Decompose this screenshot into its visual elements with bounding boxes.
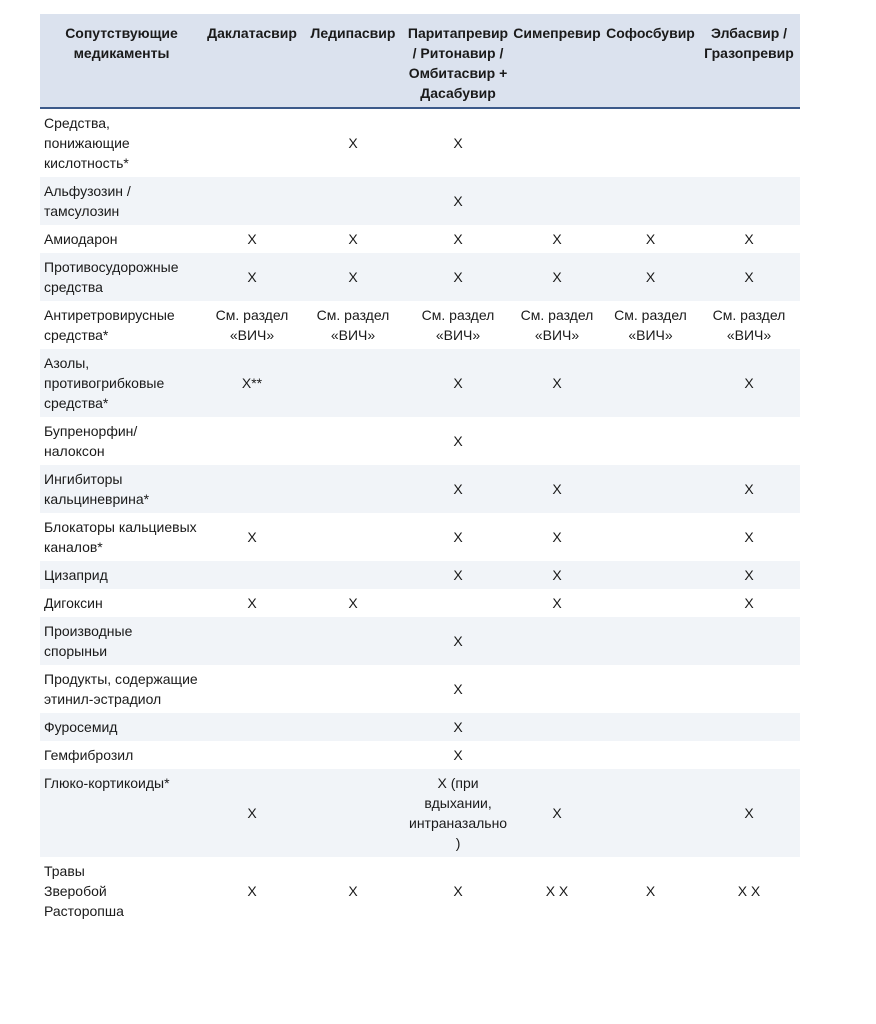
interaction-cell — [405, 769, 511, 857]
table-row — [40, 301, 800, 349]
interaction-cell — [698, 561, 800, 589]
interaction-mark: X — [453, 719, 463, 735]
medication-name-text: Азолы, противогрибковые средства* — [44, 355, 165, 411]
interaction-mark: X — [645, 269, 656, 285]
interaction-cell — [301, 513, 405, 561]
table-row — [40, 417, 800, 465]
interaction-mark: X — [348, 269, 358, 285]
row-medication-name — [40, 225, 203, 253]
interaction-cell — [603, 417, 698, 465]
table-row — [40, 857, 800, 925]
interaction-cell — [405, 617, 511, 665]
interaction-cell — [698, 617, 800, 665]
interaction-cell — [405, 857, 511, 925]
interaction-mark: X — [744, 481, 754, 497]
interaction-mark: X — [453, 567, 463, 583]
interaction-cell — [603, 177, 698, 225]
interaction-mark: X — [453, 747, 463, 763]
interaction-cell — [301, 665, 405, 713]
interaction-mark: См. раздел «ВИЧ» — [421, 307, 495, 343]
interaction-cell — [405, 225, 511, 253]
column-header-sofosbuvir: Софосбувир — [603, 14, 698, 108]
interaction-cell — [203, 253, 301, 301]
interaction-mark: X — [247, 269, 257, 285]
medication-name-text: Альфузозин / тамсулозин — [44, 183, 131, 219]
medication-name-text: Глюко-кортикоиды* — [44, 775, 170, 791]
interaction-mark: X X — [737, 883, 761, 899]
row-medication-name — [40, 253, 203, 301]
interaction-mark: X — [453, 481, 463, 497]
interaction-cell — [203, 665, 301, 713]
row-medication-name — [40, 301, 203, 349]
interaction-cell — [511, 225, 603, 253]
interaction-cell — [698, 253, 800, 301]
row-medication-name — [40, 108, 203, 177]
interaction-mark: X — [247, 595, 257, 611]
table-row — [40, 108, 800, 177]
interaction-mark: X — [247, 805, 257, 821]
table-row — [40, 225, 800, 253]
column-header-ledipasvir: Ледипасвир — [301, 14, 405, 108]
interaction-cell — [603, 465, 698, 513]
column-header-concomitant: Сопутствующие медикаменты — [40, 14, 203, 108]
interaction-mark: См. раздел «ВИЧ» — [712, 307, 786, 343]
interaction-cell — [698, 465, 800, 513]
interaction-mark: X — [453, 433, 463, 449]
table-row — [40, 513, 800, 561]
interaction-mark: X (при вдыхании, интраназально ) — [409, 775, 508, 851]
interaction-cell — [301, 857, 405, 925]
interaction-cell — [511, 465, 603, 513]
medication-name-text: Дигоксин — [44, 595, 103, 611]
interaction-cell — [603, 225, 698, 253]
interaction-cell — [301, 108, 405, 177]
row-medication-name — [40, 465, 203, 513]
medication-name-text: Амиодарон — [44, 231, 118, 247]
interaction-cell — [203, 349, 301, 417]
interaction-mark: X — [744, 529, 754, 545]
medication-name-text: Травы Зверобой Расторопша — [44, 863, 124, 919]
interaction-cell — [301, 741, 405, 769]
row-medication-name — [40, 769, 203, 857]
interaction-cell — [511, 589, 603, 617]
table-header-row — [40, 14, 800, 108]
interaction-mark: X — [552, 231, 562, 247]
table-row — [40, 665, 800, 713]
interaction-cell — [603, 108, 698, 177]
interaction-cell — [603, 769, 698, 857]
row-medication-name — [40, 561, 203, 589]
row-medication-name — [40, 857, 203, 925]
interaction-cell — [203, 617, 301, 665]
table-row — [40, 589, 800, 617]
interaction-mark: X — [247, 231, 257, 247]
interaction-cell — [511, 513, 603, 561]
interaction-cell — [203, 177, 301, 225]
interaction-cell — [405, 108, 511, 177]
interaction-mark: См. раздел «ВИЧ» — [520, 307, 594, 343]
interaction-mark: X — [247, 883, 257, 899]
interaction-cell — [301, 465, 405, 513]
interaction-mark: X X — [545, 883, 569, 899]
interaction-cell — [511, 253, 603, 301]
table-row — [40, 741, 800, 769]
interaction-mark: X — [552, 595, 562, 611]
table-row — [40, 465, 800, 513]
interaction-mark: См. раздел «ВИЧ» — [614, 307, 687, 343]
interaction-cell — [301, 225, 405, 253]
interaction-cell — [301, 177, 405, 225]
interaction-mark: X — [348, 231, 358, 247]
interaction-mark: X — [744, 375, 754, 391]
interaction-cell — [698, 769, 800, 857]
row-medication-name — [40, 513, 203, 561]
interaction-cell — [511, 561, 603, 589]
medication-name-text: Антиретровирусные средства* — [44, 307, 175, 343]
interaction-mark: X — [247, 529, 257, 545]
table-body — [40, 108, 800, 925]
row-medication-name — [40, 665, 203, 713]
interaction-mark: X — [453, 193, 463, 209]
interaction-cell — [698, 589, 800, 617]
interaction-cell — [511, 108, 603, 177]
interaction-cell — [203, 857, 301, 925]
interaction-mark: X — [744, 269, 754, 285]
interaction-mark: X — [453, 269, 463, 285]
row-medication-name — [40, 741, 203, 769]
interaction-cell — [511, 741, 603, 769]
interaction-cell — [405, 741, 511, 769]
interaction-cell — [603, 857, 698, 925]
interaction-cell — [511, 617, 603, 665]
interaction-cell — [603, 741, 698, 769]
row-medication-name — [40, 349, 203, 417]
interaction-cell — [405, 513, 511, 561]
table-row — [40, 349, 800, 417]
medication-name-text: Средства, понижающие кислотность* — [44, 115, 130, 171]
interaction-mark: X — [645, 883, 656, 899]
interaction-mark: См. раздел «ВИЧ» — [316, 307, 390, 343]
interaction-mark: X — [453, 681, 463, 697]
table-row — [40, 713, 800, 741]
interaction-cell — [511, 769, 603, 857]
interaction-mark: X — [744, 567, 754, 583]
interaction-mark: X — [552, 269, 562, 285]
interaction-cell — [405, 253, 511, 301]
row-medication-name — [40, 589, 203, 617]
interaction-mark: X — [453, 375, 463, 391]
interaction-mark: X — [744, 805, 754, 821]
table-row — [40, 617, 800, 665]
interaction-cell — [698, 857, 800, 925]
interaction-cell — [603, 589, 698, 617]
row-medication-name — [40, 713, 203, 741]
interaction-cell — [698, 741, 800, 769]
row-medication-name — [40, 417, 203, 465]
interaction-cell — [698, 713, 800, 741]
interaction-cell — [301, 589, 405, 617]
medication-name-text: Гемфиброзил — [44, 747, 134, 763]
column-header-daclatasvir: Даклатасвир — [203, 14, 301, 108]
interaction-cell — [405, 465, 511, 513]
interaction-cell — [301, 301, 405, 349]
interaction-cell — [405, 665, 511, 713]
medication-name-text: Блокаторы кальциевых каналов* — [44, 519, 197, 555]
medication-name-text: Бупренорфин/ налоксон — [44, 423, 138, 459]
interaction-cell — [405, 417, 511, 465]
interaction-mark: X — [744, 595, 754, 611]
interaction-mark: X — [348, 595, 358, 611]
interaction-cell — [203, 417, 301, 465]
interaction-cell — [301, 769, 405, 857]
interaction-cell — [301, 253, 405, 301]
interaction-cell — [405, 177, 511, 225]
interaction-cell — [511, 177, 603, 225]
interaction-mark: X — [453, 135, 463, 151]
interaction-cell — [203, 225, 301, 253]
table-row — [40, 177, 800, 225]
interaction-cell — [301, 561, 405, 589]
interaction-cell — [203, 713, 301, 741]
interaction-cell — [405, 349, 511, 417]
interaction-mark: X — [645, 231, 656, 247]
interaction-cell — [203, 769, 301, 857]
interaction-cell — [511, 857, 603, 925]
column-header-simeprevir: Симепревир — [511, 14, 603, 108]
interaction-mark: X — [552, 375, 562, 391]
interaction-cell — [301, 417, 405, 465]
interaction-mark: X — [348, 135, 358, 151]
interaction-cell — [603, 253, 698, 301]
column-header-elbasvir: Элбасвир / Гразопревир — [698, 14, 800, 108]
interaction-mark: X — [552, 567, 562, 583]
interaction-cell — [511, 301, 603, 349]
interaction-cell — [405, 561, 511, 589]
interaction-cell — [203, 108, 301, 177]
interaction-cell — [405, 713, 511, 741]
medication-name-text: Противосудорожные средства — [44, 259, 179, 295]
interaction-cell — [203, 589, 301, 617]
interaction-cell — [698, 349, 800, 417]
interaction-cell — [301, 349, 405, 417]
interaction-cell — [603, 349, 698, 417]
drug-interaction-table — [40, 14, 800, 925]
medication-name-text: Продукты, содержащие этинил-эстрадиол — [44, 671, 198, 707]
table-row — [40, 253, 800, 301]
interaction-cell — [603, 561, 698, 589]
interaction-cell — [603, 617, 698, 665]
interaction-mark: X — [744, 231, 754, 247]
interaction-cell — [511, 349, 603, 417]
interaction-cell — [698, 665, 800, 713]
medication-name-text: Производные спорыньи — [44, 623, 133, 659]
interaction-cell — [698, 301, 800, 349]
interaction-cell — [698, 108, 800, 177]
interaction-mark: X — [552, 529, 562, 545]
interaction-cell — [511, 665, 603, 713]
interaction-cell — [511, 713, 603, 741]
interaction-mark: X** — [241, 375, 263, 391]
table-row — [40, 769, 800, 857]
interaction-mark: X — [453, 231, 463, 247]
interaction-cell — [603, 665, 698, 713]
interaction-cell — [698, 513, 800, 561]
interaction-mark: X — [453, 529, 463, 545]
interaction-cell — [698, 225, 800, 253]
interaction-cell — [511, 417, 603, 465]
interaction-cell — [203, 301, 301, 349]
interaction-cell — [603, 301, 698, 349]
interaction-mark: X — [453, 883, 463, 899]
interaction-cell — [203, 513, 301, 561]
interaction-mark: См. раздел «ВИЧ» — [215, 307, 289, 343]
interaction-mark: X — [453, 633, 463, 649]
interaction-cell — [301, 617, 405, 665]
interaction-cell — [603, 713, 698, 741]
interaction-cell — [203, 465, 301, 513]
interaction-cell — [405, 301, 511, 349]
interaction-cell — [301, 713, 405, 741]
medication-name-text: Цизаприд — [44, 567, 108, 583]
interaction-cell — [405, 589, 511, 617]
row-medication-name — [40, 177, 203, 225]
interaction-mark: X — [552, 805, 562, 821]
interaction-cell — [203, 741, 301, 769]
interaction-cell — [603, 513, 698, 561]
interaction-mark: X — [348, 883, 358, 899]
medication-name-text: Фуросемид — [44, 719, 118, 735]
column-header-paritaprevir: Паритапревир / Ритонавир / Омбитасвир + Дасабувир — [405, 14, 511, 108]
interaction-cell — [698, 417, 800, 465]
medication-name-text: Ингибиторы кальциневрина* — [44, 471, 150, 507]
interaction-mark: X — [552, 481, 562, 497]
interaction-cell — [698, 177, 800, 225]
row-medication-name — [40, 617, 203, 665]
table-row — [40, 561, 800, 589]
interaction-cell — [203, 561, 301, 589]
